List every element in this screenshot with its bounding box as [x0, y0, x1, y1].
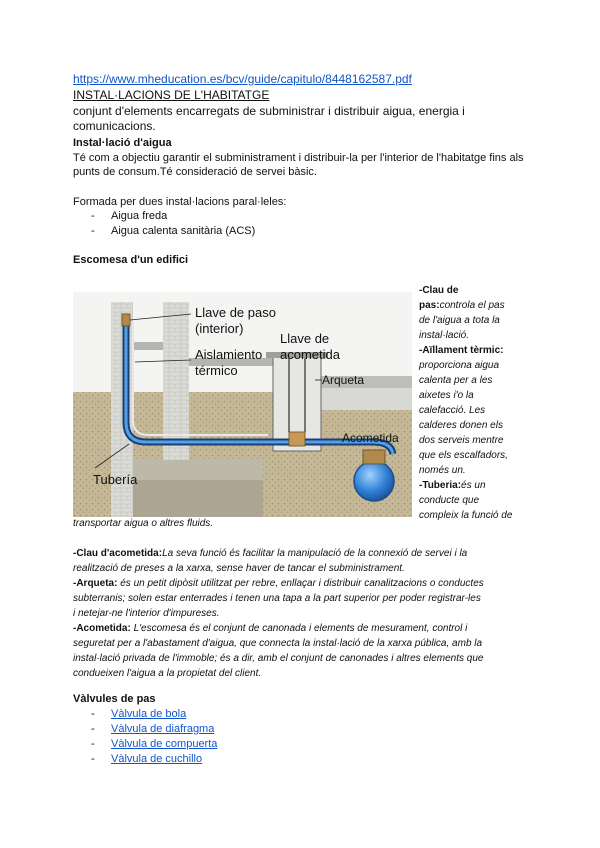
figure-side-notes: [419, 283, 537, 523]
clau-pas-def-0: controla el pas: [439, 300, 505, 311]
list-item: - Aigua calenta sanitària (ACS): [73, 224, 255, 239]
aillament-def-6: que els escalfadors,: [419, 450, 508, 461]
acometida-label: -Acometida:: [73, 623, 131, 634]
label-acometida: Acometida: [342, 431, 399, 445]
list-item: [73, 737, 217, 752]
label-acometida-valve: acometida: [280, 347, 340, 362]
aillament-def-3: calefacció. Les: [419, 405, 486, 416]
label-llave-de: Llave de: [280, 331, 330, 346]
aillament-label: -Aïllament tèrmic:: [419, 345, 504, 356]
acometida-text-1: L'escomesa és el conjunt de canonada i elements de mesurament, control i: [133, 623, 468, 634]
clau-acometida-text-1: La seva funció és facilitar la manipulació de la connexió de servei i la: [162, 548, 468, 559]
valve-link-bola[interactable]: Vàlvula de bola: [111, 708, 187, 720]
definition-text: conjunt d'elements encarregats de subministrar i distribuir aigua, energia i comunicacions.: [73, 104, 465, 133]
list-item: [73, 752, 217, 767]
clau-pas-label-1: -Clau de: [419, 285, 459, 296]
label-llave-paso: Llave de paso: [195, 305, 276, 320]
formed-by-text: Formada per dues instal·lacions paral·leles:: [73, 196, 287, 208]
label-aislamiento: Aislamiento: [195, 347, 263, 362]
valve-link-compuerta[interactable]: Vàlvula de compuerta: [111, 738, 218, 750]
aillament-def-7: només un.: [419, 465, 466, 476]
valve-link-diafragma[interactable]: Vàlvula de diafragma: [111, 723, 215, 735]
escomesa-heading: Escomesa d'un edifici: [73, 254, 189, 266]
aillament-def-1: calenta per a les: [419, 375, 493, 386]
list-item: - Aigua freda: [73, 209, 255, 224]
list-item: [73, 707, 217, 722]
list-item: [73, 722, 217, 737]
acometida-text-4: condueixen l'aigua a la propietat del client.: [73, 668, 262, 679]
arqueta-text-1: és un petit dipòsit utilitzat per rebre, enllaçar i distribuir canalitzacions o conductes: [120, 578, 484, 589]
acometida-text-3: instal·lació privada de l'immoble; és a dir, amb el conjunt de canonades i altres elements que: [73, 653, 484, 664]
reference-link[interactable]: https://www.mheducation.es/bcv/guide/capitulo/8448162587.pdf: [73, 72, 412, 86]
label-termico: térmico: [195, 363, 238, 378]
aillament-def-5: dos serveis mentre: [419, 435, 504, 446]
valves-list: [73, 707, 217, 767]
water-text: Té com a objectiu garantir el subministrament i distribuir-la per l'interior de l'habitatge fins als punts de consum.Té consideració de servei bàsic.: [73, 152, 524, 178]
valve-link-cuchillo[interactable]: Vàlvula de cuchillo: [111, 753, 203, 765]
arqueta-text-3: i netejar-ne l'interior d'impureses.: [73, 608, 220, 619]
clau-pas-def-1: de l'aigua a tota la: [419, 315, 500, 326]
clau-acometida-label: -Clau d'acometida:: [73, 548, 163, 559]
tuberia-def-first: és un: [461, 480, 486, 491]
acometida-text-2: seguretat per a l'abastament d'aigua, que connecta la instal·lació de la xarxa pública, amb la: [73, 638, 483, 649]
tuberia-def-0: conducte que: [419, 495, 480, 506]
water-heading: Instal·lació d'aigua: [73, 137, 172, 149]
arqueta-label: -Arqueta:: [73, 578, 118, 589]
escomesa-diagram: [73, 292, 412, 517]
aillament-def-4: calderes donen els: [419, 420, 503, 431]
tuberia-label: -Tuberia:: [419, 480, 462, 491]
definitions: [73, 546, 543, 681]
aillament-def-2: aixetes i'o la: [419, 390, 474, 401]
label-interior: (interior): [195, 321, 244, 336]
tuberia-continuation: transportar aigua o altres fluids.: [73, 518, 214, 529]
clau-acometida-text-2: realització de preses a la xarxa, sense haver de tancar el subministrament.: [73, 563, 405, 574]
valves-heading: Vàlvules de pas: [73, 693, 156, 705]
label-tuberia: Tubería: [93, 472, 138, 487]
page-title: INSTAL·LACIONS DE L'HABITATGE: [73, 88, 270, 102]
clau-pas-label-2: pas:: [419, 300, 440, 311]
water-list: [73, 209, 255, 239]
clau-pas-def-2: instal·lació.: [419, 330, 470, 341]
aillament-def-0: proporciona aigua: [419, 360, 500, 371]
arqueta-text-2: subterranis; solen estar enterrades i tenen una tapa a la part superior per poder registrar-les: [73, 593, 481, 604]
tuberia-def-1: compleix la funció de: [419, 510, 513, 521]
label-arqueta: Arqueta: [322, 373, 365, 387]
